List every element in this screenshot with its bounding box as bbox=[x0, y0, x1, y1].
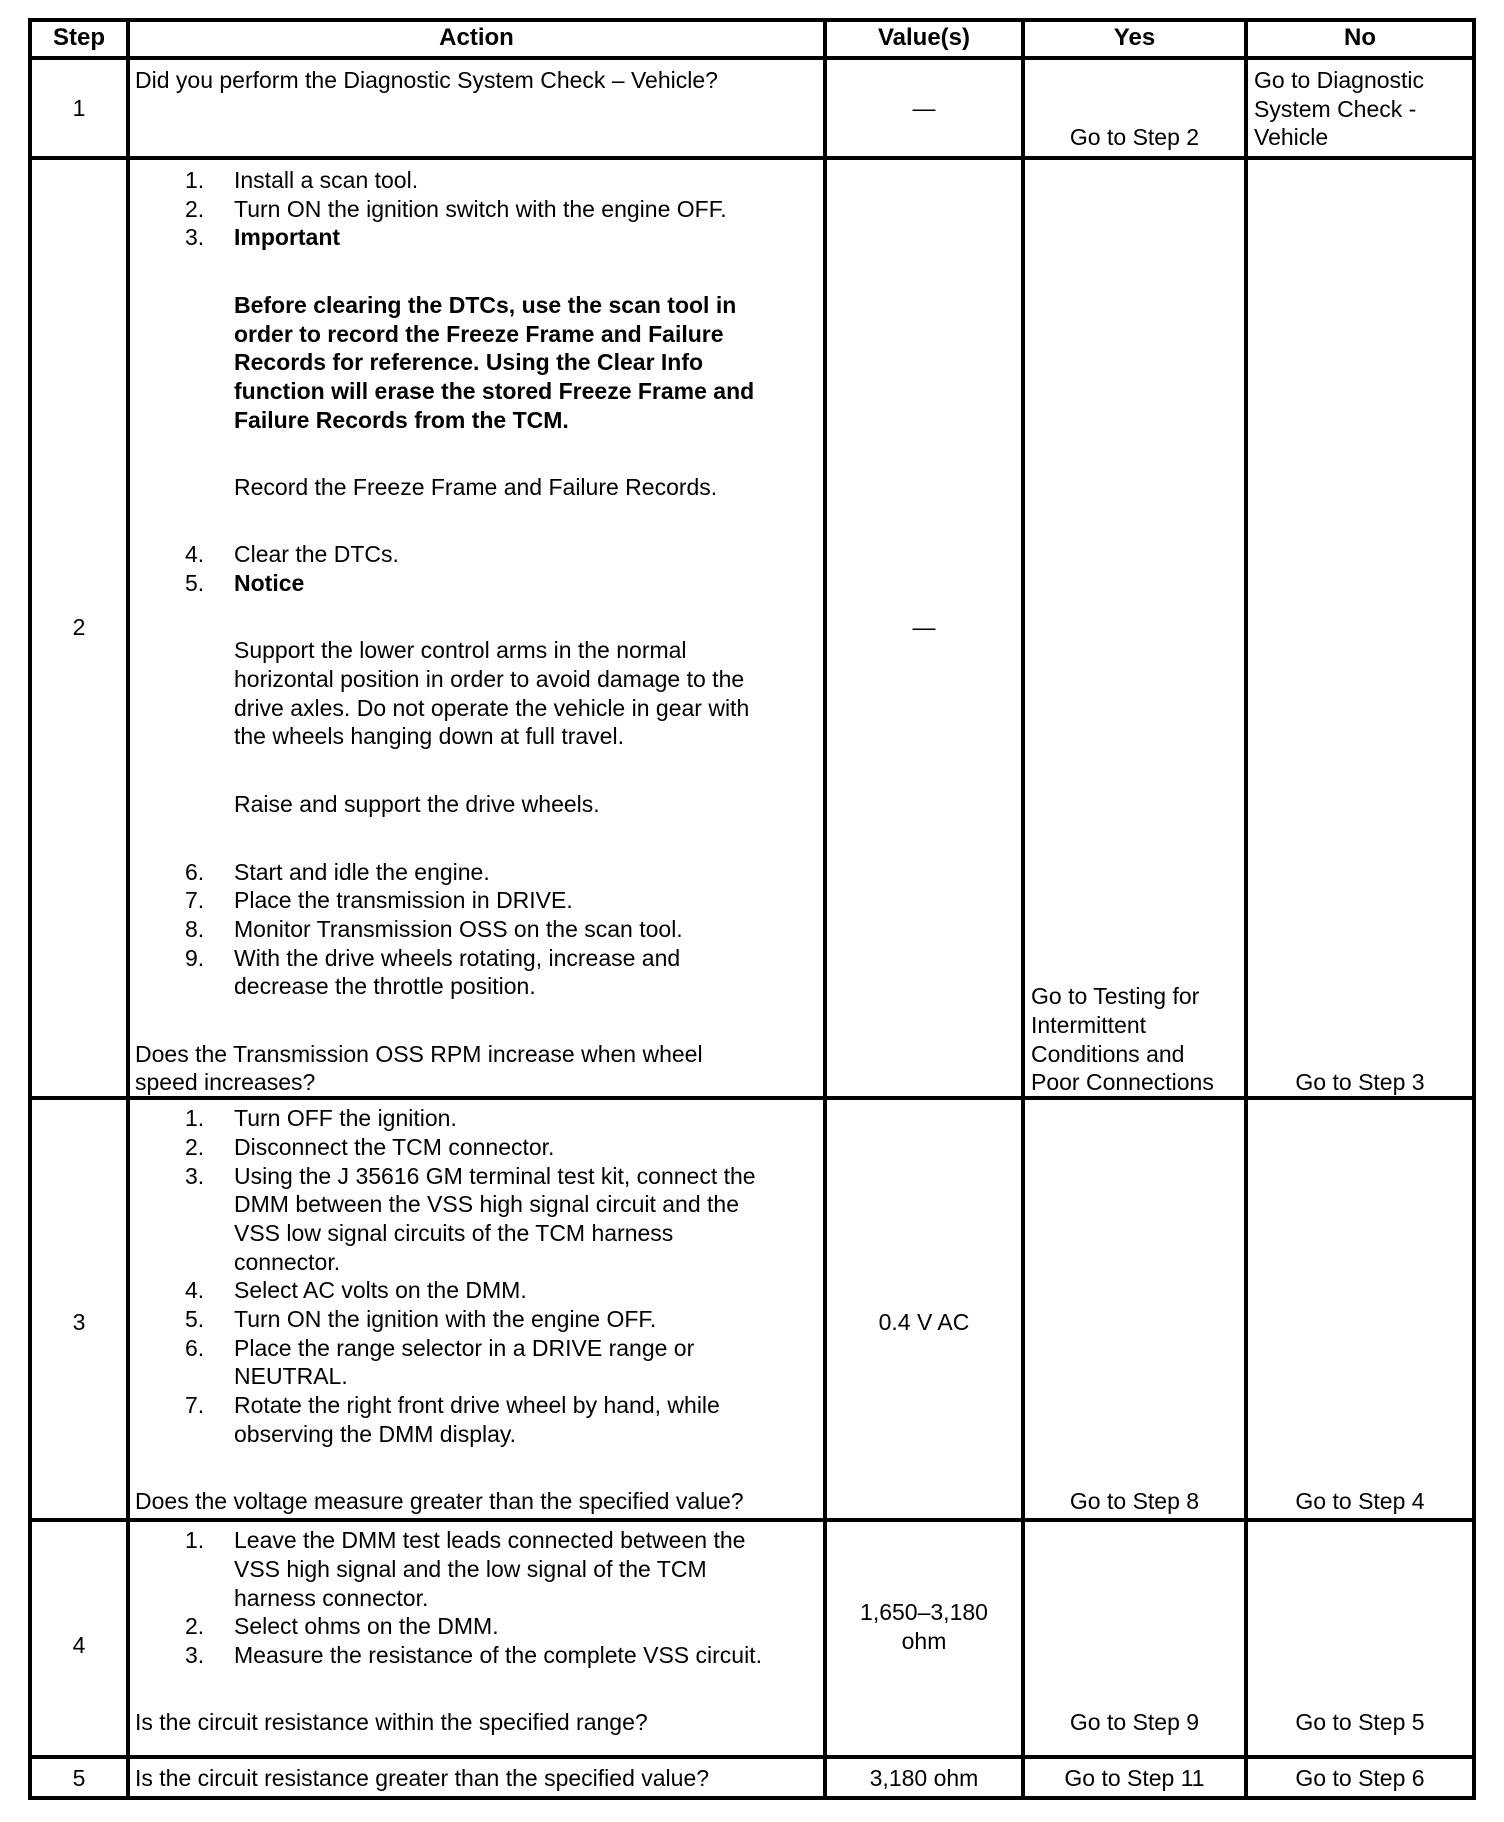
list-item: Turn OFF the ignition. bbox=[234, 1105, 457, 1131]
list-item: Leave the DMM test leads connected between the bbox=[234, 1527, 746, 1553]
column-divider bbox=[823, 18, 827, 1800]
list-item: VSS low signal circuits of the TCM harness bbox=[234, 1220, 674, 1246]
list-item: NEUTRAL. bbox=[234, 1363, 348, 1389]
important-text-line: Failure Records from the TCM. bbox=[234, 407, 569, 433]
list-item: Start and idle the engine. bbox=[234, 859, 490, 885]
no-cell-line: Vehicle bbox=[1254, 124, 1329, 150]
no-cell: Go to Step 3 bbox=[1295, 1069, 1425, 1095]
important-text-line: Records for reference. Using the Clear Info bbox=[234, 349, 704, 375]
notice-text-line: the wheels hanging down at full travel. bbox=[234, 723, 624, 749]
table-border-bottom bbox=[28, 1796, 1476, 1800]
value-cell: 0.4 V AC bbox=[878, 1309, 970, 1335]
value-cell: — bbox=[912, 95, 936, 121]
no-cell: Go to Step 5 bbox=[1295, 1709, 1425, 1735]
step-number: 1 bbox=[72, 95, 86, 121]
list-item: Monitor Transmission OSS on the scan tool. bbox=[234, 916, 683, 942]
row-divider bbox=[28, 1518, 1476, 1522]
list-number: 2. bbox=[185, 1134, 205, 1160]
no-cell: Go to Step 4 bbox=[1295, 1488, 1425, 1514]
important-label: Important bbox=[234, 224, 341, 250]
notice-followup: Raise and support the drive wheels. bbox=[234, 791, 600, 817]
no-cell-line: System Check - bbox=[1254, 96, 1417, 122]
row-divider bbox=[28, 1755, 1476, 1759]
list-item: With the drive wheels rotating, increase and bbox=[234, 945, 681, 971]
list-number: 7. bbox=[185, 887, 205, 913]
yes-cell-line: Go to Testing for bbox=[1031, 983, 1200, 1009]
value-cell: — bbox=[912, 614, 936, 640]
list-number: 9. bbox=[185, 945, 205, 971]
value-cell-line: 1,650–3,180 bbox=[860, 1599, 988, 1625]
diagnostic-table bbox=[28, 18, 1476, 1800]
action-question: Is the circuit resistance greater than the specified value? bbox=[135, 1765, 710, 1791]
important-text-line: function will erase the stored Freeze Frame and bbox=[234, 378, 755, 404]
action-question: Did you perform the Diagnostic System Check – Vehicle? bbox=[135, 67, 718, 93]
list-item: Turn ON the ignition switch with the engine OFF. bbox=[234, 196, 727, 222]
list-number: 6. bbox=[185, 1335, 205, 1361]
column-divider bbox=[1021, 18, 1025, 1800]
list-number: 4. bbox=[185, 541, 205, 567]
list-number: 3. bbox=[185, 1163, 205, 1189]
list-item: Disconnect the TCM connector. bbox=[234, 1134, 555, 1160]
list-item: Clear the DTCs. bbox=[234, 541, 399, 567]
no-cell: Go to Step 6 bbox=[1295, 1765, 1425, 1791]
action-question: speed increases? bbox=[135, 1069, 316, 1095]
table-border-left bbox=[28, 18, 32, 1800]
notice-text-line: drive axles. Do not operate the vehicle in gear with bbox=[234, 695, 750, 721]
step-number: 4 bbox=[72, 1632, 86, 1658]
header-action: Action bbox=[439, 24, 514, 51]
list-item: decrease the throttle position. bbox=[234, 973, 536, 999]
value-cell-line: ohm bbox=[901, 1628, 947, 1654]
yes-cell: Go to Step 2 bbox=[1069, 124, 1200, 150]
notice-text-line: horizontal position in order to avoid damage to the bbox=[234, 666, 745, 692]
header-no: No bbox=[1344, 24, 1376, 51]
yes-cell-line: Poor Connections bbox=[1031, 1069, 1214, 1095]
notice-label: Notice bbox=[234, 570, 305, 596]
header-yes: Yes bbox=[1113, 24, 1156, 51]
list-number: 1. bbox=[185, 1527, 205, 1553]
table-border-right bbox=[1472, 18, 1476, 1800]
action-question: Is the circuit resistance within the specified range? bbox=[135, 1709, 648, 1735]
list-number: 4. bbox=[185, 1277, 205, 1303]
list-item: connector. bbox=[234, 1249, 341, 1275]
list-number: 5. bbox=[185, 1306, 205, 1332]
notice-text-line: Support the lower control arms in the normal bbox=[234, 637, 687, 663]
list-number: 1. bbox=[185, 1105, 205, 1131]
important-text-line: order to record the Freeze Frame and Failure bbox=[234, 321, 724, 347]
yes-cell-line: Intermittent bbox=[1031, 1012, 1147, 1038]
header-step: Step bbox=[52, 24, 105, 51]
column-divider bbox=[126, 18, 130, 1800]
list-number: 8. bbox=[185, 916, 205, 942]
list-item: Select ohms on the DMM. bbox=[234, 1613, 499, 1639]
no-cell-line: Go to Diagnostic bbox=[1254, 67, 1425, 93]
list-number: 2. bbox=[185, 196, 205, 222]
row-divider bbox=[28, 156, 1476, 160]
important-followup: Record the Freeze Frame and Failure Records. bbox=[234, 474, 718, 500]
important-text-line: Before clearing the DTCs, use the scan tool in bbox=[234, 292, 737, 318]
action-question: Does the Transmission OSS RPM increase when wheel bbox=[135, 1041, 703, 1067]
list-item: Select AC volts on the DMM. bbox=[234, 1277, 527, 1303]
list-item: Install a scan tool. bbox=[234, 167, 419, 193]
action-question: Does the voltage measure greater than the specified value? bbox=[135, 1488, 744, 1514]
list-number: 6. bbox=[185, 859, 205, 885]
list-number: 1. bbox=[185, 167, 205, 193]
step-number: 5 bbox=[72, 1765, 86, 1791]
list-item: harness connector. bbox=[234, 1585, 429, 1611]
list-item: VSS high signal and the low signal of the TCM bbox=[234, 1556, 707, 1582]
step-number: 2 bbox=[72, 614, 86, 640]
list-item: DMM between the VSS high signal circuit and the bbox=[234, 1191, 739, 1217]
list-number: 7. bbox=[185, 1392, 205, 1418]
list-number: 5. bbox=[185, 570, 205, 596]
yes-cell: Go to Step 9 bbox=[1069, 1709, 1200, 1735]
table-border-top bbox=[28, 18, 1476, 22]
yes-cell-line: Conditions and bbox=[1031, 1041, 1185, 1067]
yes-cell: Go to Step 11 bbox=[1064, 1765, 1205, 1791]
list-item: Using the J 35616 GM terminal test kit, connect the bbox=[234, 1163, 756, 1189]
header-values: Value(s) bbox=[877, 24, 971, 51]
yes-cell: Go to Step 8 bbox=[1069, 1488, 1200, 1514]
column-divider bbox=[1244, 18, 1248, 1800]
list-item: observing the DMM display. bbox=[234, 1421, 517, 1447]
list-item: Place the range selector in a DRIVE range or bbox=[234, 1335, 695, 1361]
list-item: Place the transmission in DRIVE. bbox=[234, 887, 573, 913]
row-divider bbox=[28, 56, 1476, 60]
list-item: Turn ON the ignition with the engine OFF. bbox=[234, 1306, 657, 1332]
list-item: Measure the resistance of the complete VSS circuit. bbox=[234, 1642, 762, 1668]
list-number: 3. bbox=[185, 224, 205, 250]
list-number: 2. bbox=[185, 1613, 205, 1639]
value-cell: 3,180 ohm bbox=[869, 1765, 979, 1791]
list-item: Rotate the right front drive wheel by hand, while bbox=[234, 1392, 720, 1418]
list-number: 3. bbox=[185, 1642, 205, 1668]
step-number: 3 bbox=[72, 1309, 86, 1335]
